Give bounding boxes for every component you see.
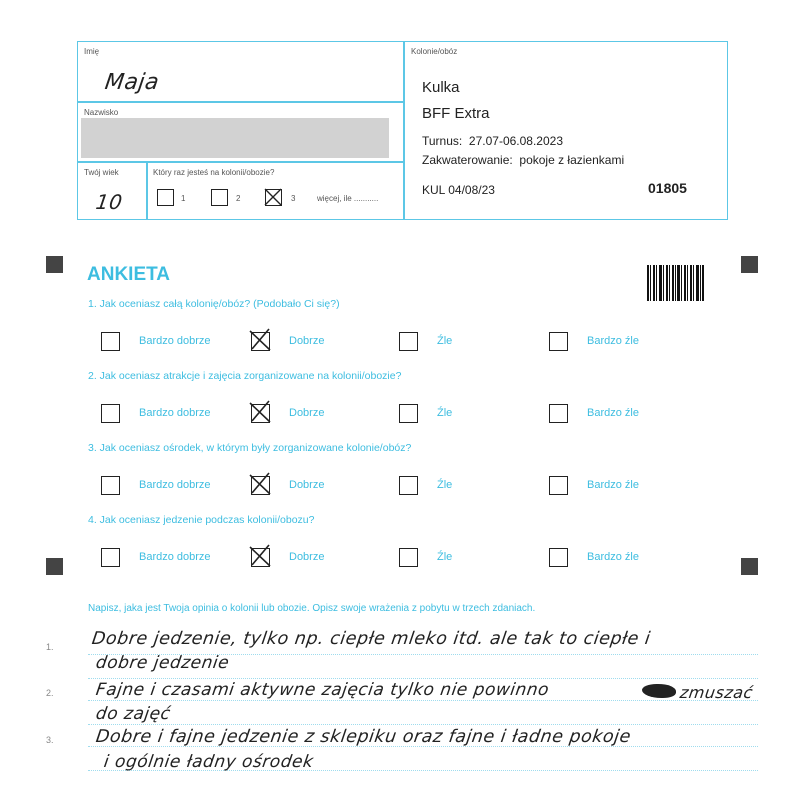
answer-option-label: Źle (437, 335, 453, 347)
accommodation-row (422, 153, 624, 167)
age-label: Twój wiek (84, 168, 119, 177)
answer-option-label: Bardzo źle (587, 479, 639, 491)
answer-checkbox[interactable] (251, 476, 270, 495)
form-number: 01805 (648, 180, 687, 196)
answer-option-label: Dobrze (289, 407, 325, 419)
times-label: Który raz jesteś na kolonii/obozie? (153, 168, 275, 177)
camp-code: KUL 04/08/23 (422, 183, 495, 197)
age-value: 10 (94, 190, 125, 214)
answer-checkbox[interactable] (101, 404, 120, 423)
answer-checkbox[interactable] (101, 332, 120, 351)
answer-checkbox[interactable] (549, 548, 568, 567)
answer-checkbox[interactable] (549, 404, 568, 423)
writing-line (88, 700, 758, 701)
camp-variant: BFF Extra (422, 105, 490, 122)
answer-1-line-2: dobre jedzenie (94, 653, 231, 673)
header-divider (403, 41, 405, 220)
answer-checkbox[interactable] (101, 476, 120, 495)
registration-marker (741, 558, 758, 575)
barcode-icon (647, 265, 705, 301)
answer-option-label: Źle (437, 479, 453, 491)
answer-3-line-1: Dobre i fajne jedzenie z sklepiku oraz fajne i ładne pokoje (94, 727, 633, 747)
turnus-value: 27.07-06.08.2023 (468, 134, 564, 148)
turnus-label: Turnus: (422, 134, 463, 148)
times-option-1: 1 (181, 194, 186, 203)
answer-3-line-2: i ogólnie ładny ośrodek (102, 752, 315, 772)
question-text: 3. Jak oceniasz ośrodek, w którym były zorganizowane kolonie/obóz? (88, 442, 412, 454)
writing-line (88, 678, 758, 679)
check-mark-icon (250, 329, 269, 348)
opinion-prompt: Napisz, jaka jest Twoja opinia o kolonii lub obozie. Opisz swoje wrażenia z pobytu w trzech zdaniach. (88, 603, 536, 614)
question-text: 1. Jak oceniasz całą kolonię/obóz? (Podobało Ci się?) (88, 298, 340, 310)
scribble-mark (642, 684, 676, 698)
check-mark-icon (250, 545, 269, 564)
answer-option-label: Dobrze (289, 551, 325, 563)
answer-checkbox[interactable] (251, 332, 270, 351)
answer-option-label: Bardzo źle (587, 407, 639, 419)
first-name-value: Maja (103, 70, 161, 95)
redacted-last-name (81, 118, 389, 158)
writing-line (88, 724, 758, 725)
survey-title: ANKIETA (87, 264, 171, 285)
answer-option-label: Źle (437, 407, 453, 419)
answer-checkbox[interactable] (549, 476, 568, 495)
answer-option-label: Dobrze (289, 479, 325, 491)
times-option-2: 2 (236, 194, 241, 203)
answer-2-line-1: Fajne i czasami aktywne zajęcia tylko nie powinno (94, 680, 551, 700)
times-more: więcej, ile ........... (317, 194, 379, 203)
answer-option-label: Bardzo dobrze (139, 407, 211, 419)
answer-checkbox[interactable] (399, 404, 418, 423)
times-checkbox-3[interactable] (265, 189, 282, 206)
answer-option-label: Bardzo dobrze (139, 479, 211, 491)
check-mark-icon (250, 473, 269, 492)
line-number: 1. (46, 642, 54, 652)
camp-label: Kolonie/obóz (411, 47, 458, 56)
answer-checkbox[interactable] (101, 548, 120, 567)
answer-checkbox[interactable] (399, 548, 418, 567)
turnus-row (422, 134, 563, 148)
answer-checkbox[interactable] (399, 332, 418, 351)
line-number: 2. (46, 688, 54, 698)
check-mark-icon (264, 188, 281, 205)
accommodation-label: Zakwaterowanie: (422, 153, 513, 167)
answer-1-line-1: Dobre jedzenie, tylko np. ciepłe mleko itd. ale tak to ciepłe i (90, 629, 652, 649)
answer-checkbox[interactable] (399, 476, 418, 495)
answer-option-label: Źle (437, 551, 453, 563)
answer-option-label: Bardzo źle (587, 335, 639, 347)
answer-option-label: Dobrze (289, 335, 325, 347)
answer-checkbox[interactable] (549, 332, 568, 351)
answer-checkbox[interactable] (251, 404, 270, 423)
last-name-label: Nazwisko (84, 108, 119, 117)
answer-2-line-1-end: zmuszać (678, 683, 755, 702)
answer-option-label: Bardzo dobrze (139, 335, 211, 347)
first-name-label: Imię (84, 47, 100, 56)
registration-marker (46, 558, 63, 575)
accommodation-value: pokoje z łazienkami (519, 153, 625, 167)
line-number: 3. (46, 735, 54, 745)
answer-option-label: Bardzo dobrze (139, 551, 211, 563)
answer-2-line-2: do zajęć (94, 704, 172, 724)
times-checkbox-2[interactable] (211, 189, 228, 206)
registration-marker (46, 256, 63, 273)
camp-name: Kulka (422, 79, 460, 96)
times-checkbox-1[interactable] (157, 189, 174, 206)
answer-checkbox[interactable] (251, 548, 270, 567)
question-text: 2. Jak oceniasz atrakcje i zajęcia zorganizowane na kolonii/obozie? (88, 370, 402, 382)
check-mark-icon (250, 401, 269, 420)
times-option-3: 3 (291, 194, 296, 203)
question-text: 4. Jak oceniasz jedzenie podczas kolonii/obozu? (88, 514, 315, 526)
registration-marker (741, 256, 758, 273)
answer-option-label: Bardzo źle (587, 551, 639, 563)
